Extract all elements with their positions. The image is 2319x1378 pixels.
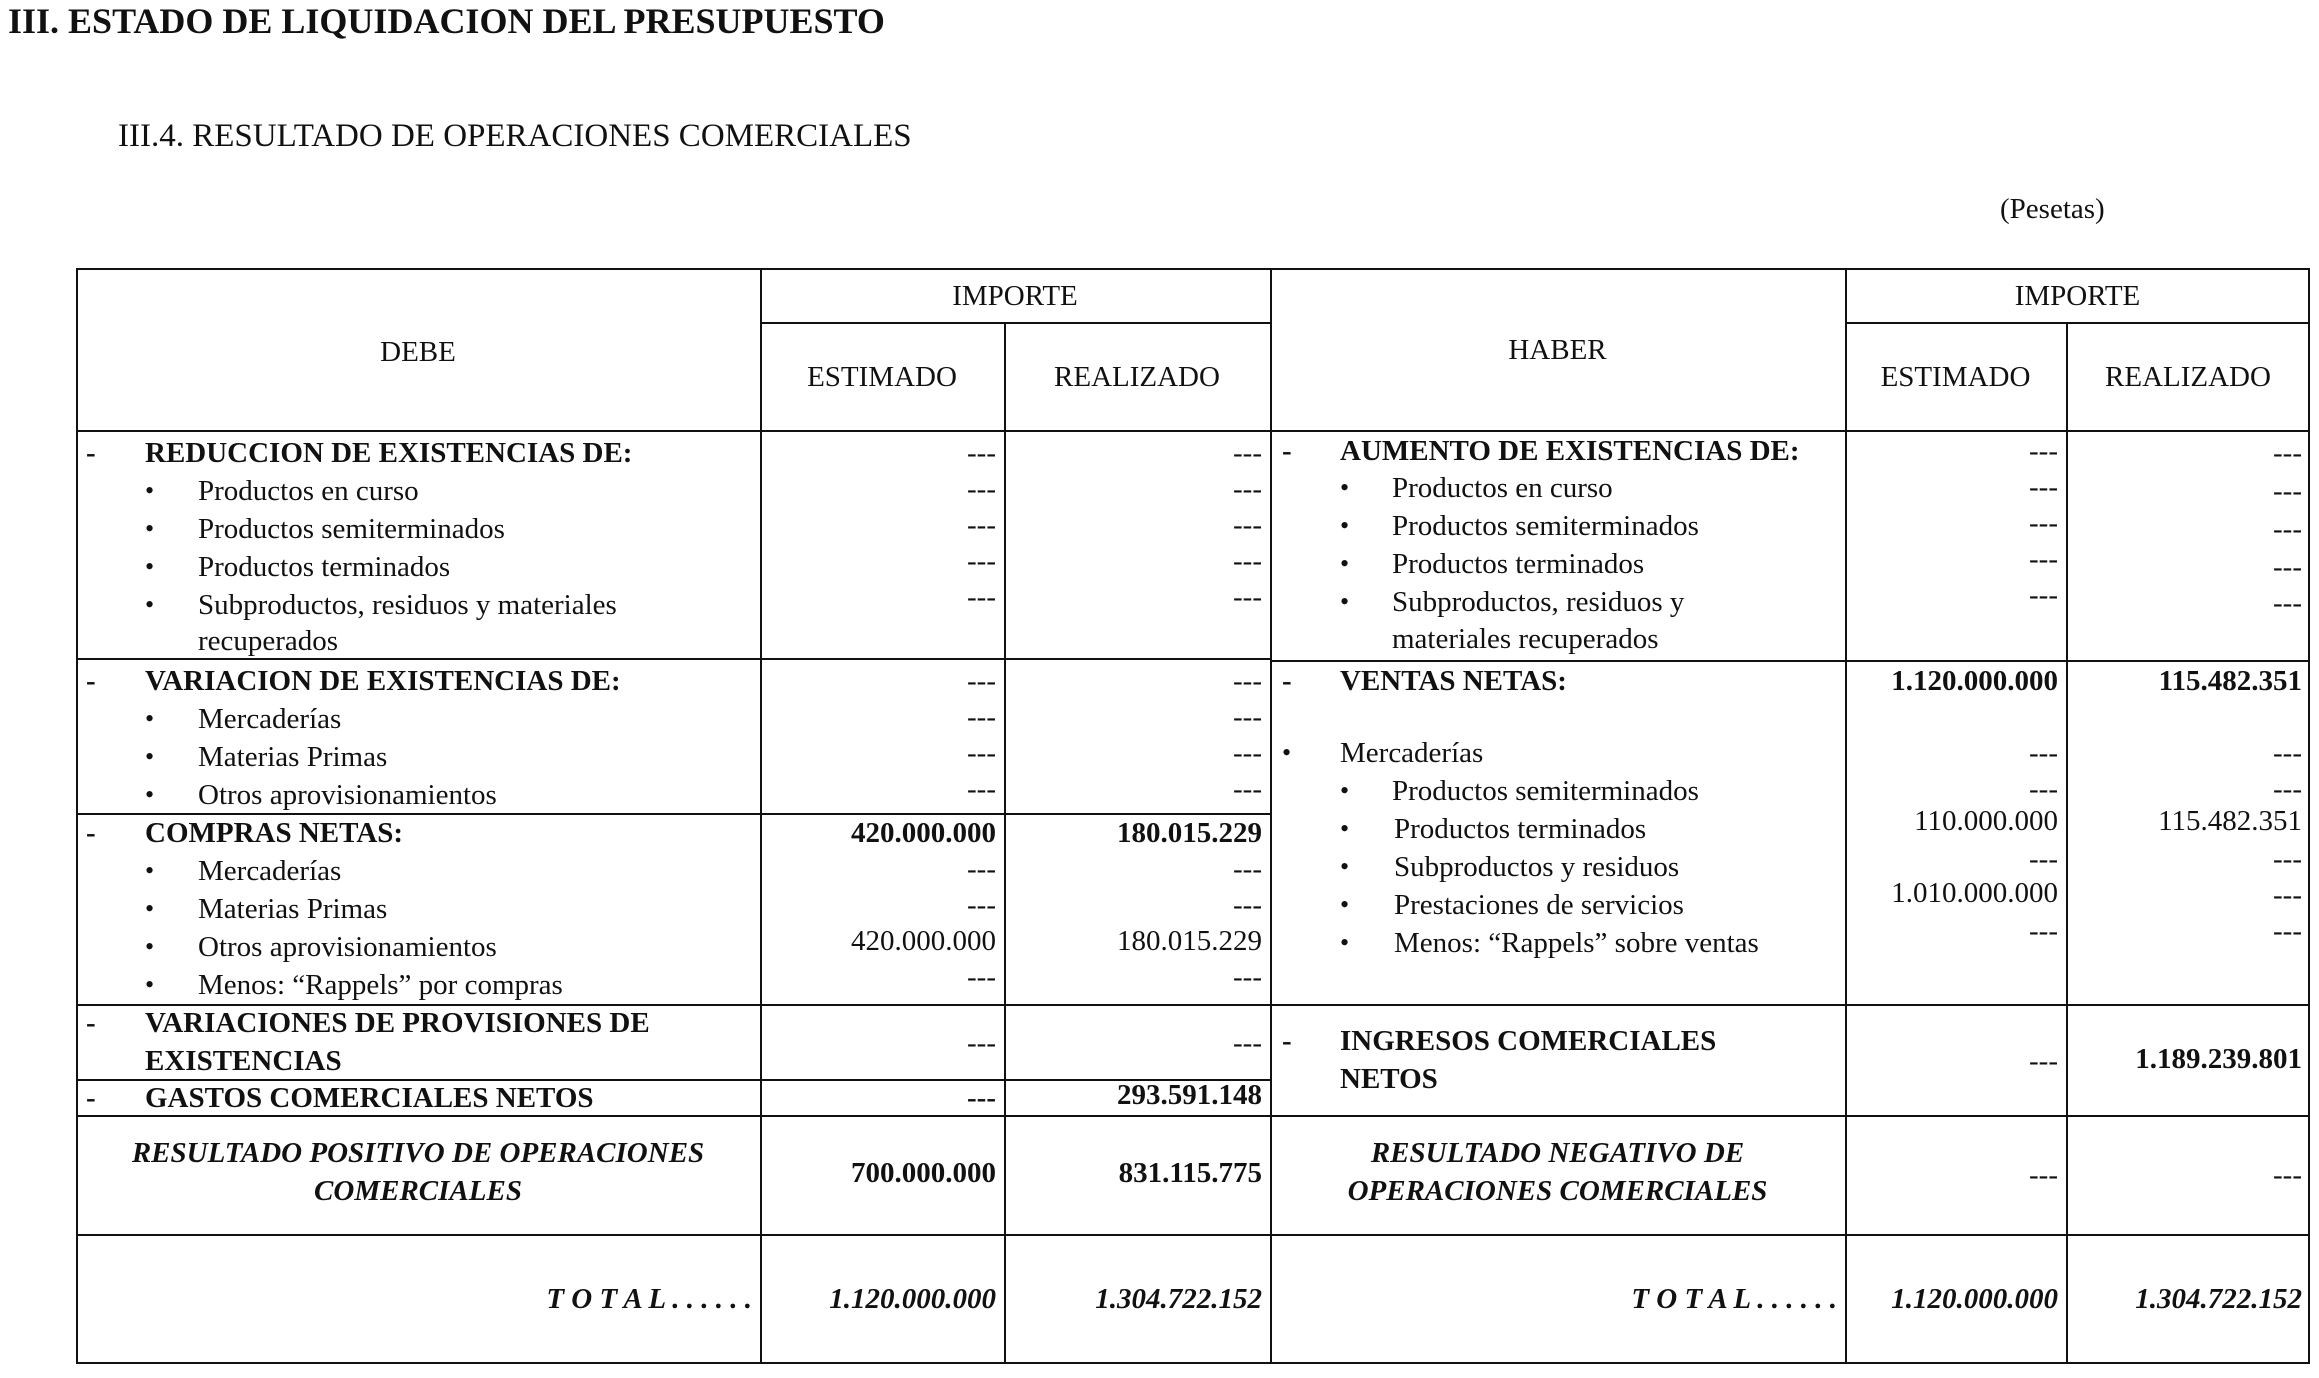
bullet-icon: •	[145, 552, 155, 581]
resultado-positivo-label: RESULTADO POSITIVO DE OPERACIONES	[131, 1137, 705, 1169]
col-divider	[1845, 268, 1847, 1364]
compras-item-estimado: 420.000.000	[851, 925, 996, 957]
row-dash: -	[86, 665, 96, 697]
aumento-realizado: ---	[2273, 437, 2302, 469]
compras-item-estimado: ---	[967, 889, 996, 921]
ingresos-label: INGRESOS COMERCIALES	[1340, 1025, 1717, 1057]
row-dash: -	[1282, 435, 1292, 467]
row-divider	[76, 1234, 2310, 1236]
aumento-item: Productos terminados	[1392, 548, 1645, 580]
header-importe-debe: IMPORTE	[952, 280, 1078, 312]
provisiones-label-cont: EXISTENCIAS	[145, 1045, 342, 1077]
ventas-item-realizado: ---	[2273, 915, 2302, 947]
header-realizado-haber: REALIZADO	[2105, 361, 2271, 393]
compras-item: Menos: “Rappels” por compras	[198, 969, 563, 1001]
ventas-item-estimado: ---	[2029, 915, 2058, 947]
reduccion-item-estimado: ---	[967, 509, 996, 541]
bullet-icon: •	[1340, 814, 1350, 843]
page-title: III. ESTADO DE LIQUIDACION DEL PRESUPUESTO	[8, 1, 885, 41]
bullet-icon: •	[1340, 511, 1350, 540]
gastos-estimado: ---	[967, 1082, 996, 1114]
aumento-item: Subproductos, residuos y	[1392, 586, 1685, 618]
resultado-negativo-estimado: ---	[2029, 1159, 2058, 1191]
bullet-icon: •	[145, 932, 155, 961]
header-realizado-debe: REALIZADO	[1054, 361, 1220, 393]
provisiones-realizado: ---	[1233, 1027, 1262, 1059]
reduccion-item-realizado: ---	[1233, 473, 1262, 505]
reduccion-item-cont: recuperados	[198, 625, 339, 657]
row-divider	[1845, 322, 2310, 324]
variacion-item-estimado: ---	[967, 737, 996, 769]
ventas-mercaderias: Mercaderías	[1340, 737, 1484, 769]
total-debe-estimado: 1.120.000.000	[829, 1283, 996, 1315]
variacion-item: Mercaderías	[198, 703, 342, 735]
reduccion-item-realizado: ---	[1233, 509, 1262, 541]
compras-realizado: 180.015.229	[1117, 817, 1262, 849]
resultado-positivo-label-cont: COMERCIALES	[314, 1175, 522, 1207]
gastos-label: GASTOS COMERCIALES NETOS	[145, 1082, 594, 1114]
compras-item-estimado: ---	[967, 853, 996, 885]
compras-item-realizado: ---	[1233, 853, 1262, 885]
variacion-item: Otros aprovisionamientos	[198, 779, 497, 811]
bullet-icon: •	[1340, 549, 1350, 578]
compras-item: Materias Primas	[198, 893, 388, 925]
provisiones-label: VARIACIONES DE PROVISIONES DE	[145, 1007, 650, 1039]
bullet-icon: •	[145, 476, 155, 505]
reduccion-item: Subproductos, residuos y materiales	[198, 589, 617, 621]
ventas-item: Subproductos y residuos	[1394, 851, 1680, 883]
compras-item-estimado: ---	[967, 961, 996, 993]
variacion-estimado: ---	[967, 665, 996, 697]
aumento-item: Productos semiterminados	[1392, 510, 1699, 542]
aumento-item-realizado: ---	[2273, 551, 2302, 583]
row-dash: -	[86, 1082, 96, 1114]
ventas-label: VENTAS NETAS:	[1340, 665, 1567, 697]
reduccion-estimado: ---	[967, 437, 996, 469]
reduccion-label: REDUCCION DE EXISTENCIAS DE:	[145, 437, 633, 469]
resultado-positivo-realizado: 831.115.775	[1118, 1157, 1262, 1189]
reduccion-item-estimado: ---	[967, 473, 996, 505]
gastos-realizado: 293.591.148	[1117, 1079, 1262, 1111]
row-dash: -	[1282, 1025, 1292, 1057]
ventas-item-realizado: ---	[2273, 879, 2302, 911]
col-divider	[2066, 322, 2068, 1364]
ventas-item-realizado: ---	[2273, 843, 2302, 875]
aumento-item-realizado: ---	[2273, 475, 2302, 507]
reduccion-item: Productos terminados	[198, 551, 451, 583]
variacion-item-estimado: ---	[967, 701, 996, 733]
total-debe-label: T O T A L . . . . . .	[546, 1283, 752, 1315]
bullet-icon: •	[145, 970, 155, 999]
ingresos-label-cont: NETOS	[1340, 1063, 1438, 1095]
aumento-item-estimado: ---	[2029, 579, 2058, 611]
bullet-icon: •	[1282, 738, 1292, 767]
ingresos-estimado: ---	[2029, 1045, 2058, 1077]
aumento-item-realizado: ---	[2273, 587, 2302, 619]
compras-item-realizado: ---	[1233, 889, 1262, 921]
row-dash: -	[1282, 665, 1292, 697]
reduccion-item-estimado: ---	[967, 581, 996, 613]
ventas-item-realizado: ---	[2273, 773, 2302, 805]
reduccion-item-realizado: ---	[1233, 581, 1262, 613]
compras-estimado: 420.000.000	[851, 817, 996, 849]
ventas-item: Menos: “Rappels” sobre ventas	[1394, 927, 1759, 959]
aumento-item-estimado: ---	[2029, 543, 2058, 575]
variacion-item-estimado: ---	[967, 773, 996, 805]
compras-label: COMPRAS NETAS:	[145, 817, 404, 849]
header-importe-haber: IMPORTE	[2014, 280, 2141, 312]
ventas-realizado: 115.482.351	[2158, 665, 2302, 697]
variacion-item: Materias Primas	[198, 741, 388, 773]
bullet-icon: •	[145, 856, 155, 885]
row-dash: -	[86, 437, 96, 469]
bullet-icon: •	[1340, 852, 1350, 881]
aumento-item-estimado: ---	[2029, 507, 2058, 539]
compras-item-realizado: 180.015.229	[1117, 925, 1262, 957]
variacion-realizado: ---	[1233, 665, 1262, 697]
row-divider	[760, 322, 1270, 324]
variacion-item-realizado: ---	[1233, 701, 1262, 733]
compras-item-realizado: ---	[1233, 961, 1262, 993]
variacion-item-realizado: ---	[1233, 737, 1262, 769]
header-estimado-debe: ESTIMADO	[807, 361, 957, 393]
bullet-icon: •	[1340, 587, 1350, 616]
resultado-positivo-estimado: 700.000.000	[851, 1157, 996, 1189]
variacion-label: VARIACION DE EXISTENCIAS DE:	[145, 665, 621, 697]
currency-unit: (Pesetas)	[2000, 193, 2105, 225]
aumento-item-cont: materiales recuperados	[1392, 623, 1659, 655]
row-dash: -	[86, 817, 96, 849]
provisiones-estimado: ---	[967, 1027, 996, 1059]
aumento-item: Productos en curso	[1392, 472, 1613, 504]
header-haber: HABER	[1508, 334, 1607, 366]
variacion-item-realizado: ---	[1233, 773, 1262, 805]
ventas-item-estimado: ---	[2029, 843, 2058, 875]
reduccion-item-realizado: ---	[1233, 545, 1262, 577]
compras-item: Mercaderías	[198, 855, 342, 887]
total-haber-estimado: 1.120.000.000	[1891, 1283, 2058, 1315]
aumento-item-estimado: ---	[2029, 471, 2058, 503]
bullet-icon: •	[145, 514, 155, 543]
resultado-negativo-label-cont: OPERACIONES COMERCIALES	[1347, 1175, 1768, 1207]
bullet-icon: •	[145, 590, 155, 619]
col-divider	[760, 268, 762, 1364]
ventas-item-estimado: ---	[2029, 773, 2058, 805]
aumento-label: AUMENTO DE EXISTENCIAS DE:	[1340, 435, 1800, 467]
aumento-item-realizado: ---	[2273, 513, 2302, 545]
header-estimado-haber: ESTIMADO	[1880, 361, 2031, 393]
bullet-icon: •	[1340, 928, 1350, 957]
bullet-icon: •	[145, 742, 155, 771]
ventas-item: Productos semiterminados	[1392, 775, 1699, 807]
total-haber-label: T O T A L . . . . . .	[1631, 1283, 1837, 1315]
header-debe: DEBE	[380, 336, 456, 368]
reduccion-item: Productos semiterminados	[198, 513, 505, 545]
compras-item: Otros aprovisionamientos	[198, 931, 497, 963]
ventas-item-estimado: 110.000.000	[1914, 805, 2058, 837]
bullet-icon: •	[1340, 890, 1350, 919]
bullet-icon: •	[1340, 776, 1350, 805]
bullet-icon: •	[145, 894, 155, 923]
total-haber-realizado: 1.304.722.152	[2135, 1283, 2302, 1315]
reduccion-realizado: ---	[1233, 437, 1262, 469]
bullet-icon: •	[1340, 473, 1350, 502]
ventas-item-estimado: ---	[2029, 737, 2058, 769]
col-divider	[1004, 322, 1006, 1364]
reduccion-item: Productos en curso	[198, 475, 419, 507]
ingresos-realizado: 1.189.239.801	[2135, 1043, 2302, 1075]
ventas-item: Productos terminados	[1394, 813, 1647, 845]
ventas-item-realizado: ---	[2273, 737, 2302, 769]
resultado-negativo-label: RESULTADO NEGATIVO DE	[1370, 1137, 1745, 1169]
ventas-item-estimado: 1.010.000.000	[1891, 877, 2058, 909]
row-dash: -	[86, 1007, 96, 1039]
bullet-icon: •	[145, 704, 155, 733]
section-subtitle: III.4. RESULTADO DE OPERACIONES COMERCIALES	[118, 118, 912, 154]
ventas-estimado: 1.120.000.000	[1891, 665, 2058, 697]
total-debe-realizado: 1.304.722.152	[1095, 1283, 1262, 1315]
reduccion-item-estimado: ---	[967, 545, 996, 577]
bullet-icon: •	[145, 780, 155, 809]
aumento-estimado: ---	[2029, 435, 2058, 467]
ventas-item: Prestaciones de servicios	[1394, 889, 1684, 921]
resultado-negativo-realizado: ---	[2273, 1159, 2302, 1191]
ventas-item-realizado: 115.482.351	[2158, 805, 2302, 837]
